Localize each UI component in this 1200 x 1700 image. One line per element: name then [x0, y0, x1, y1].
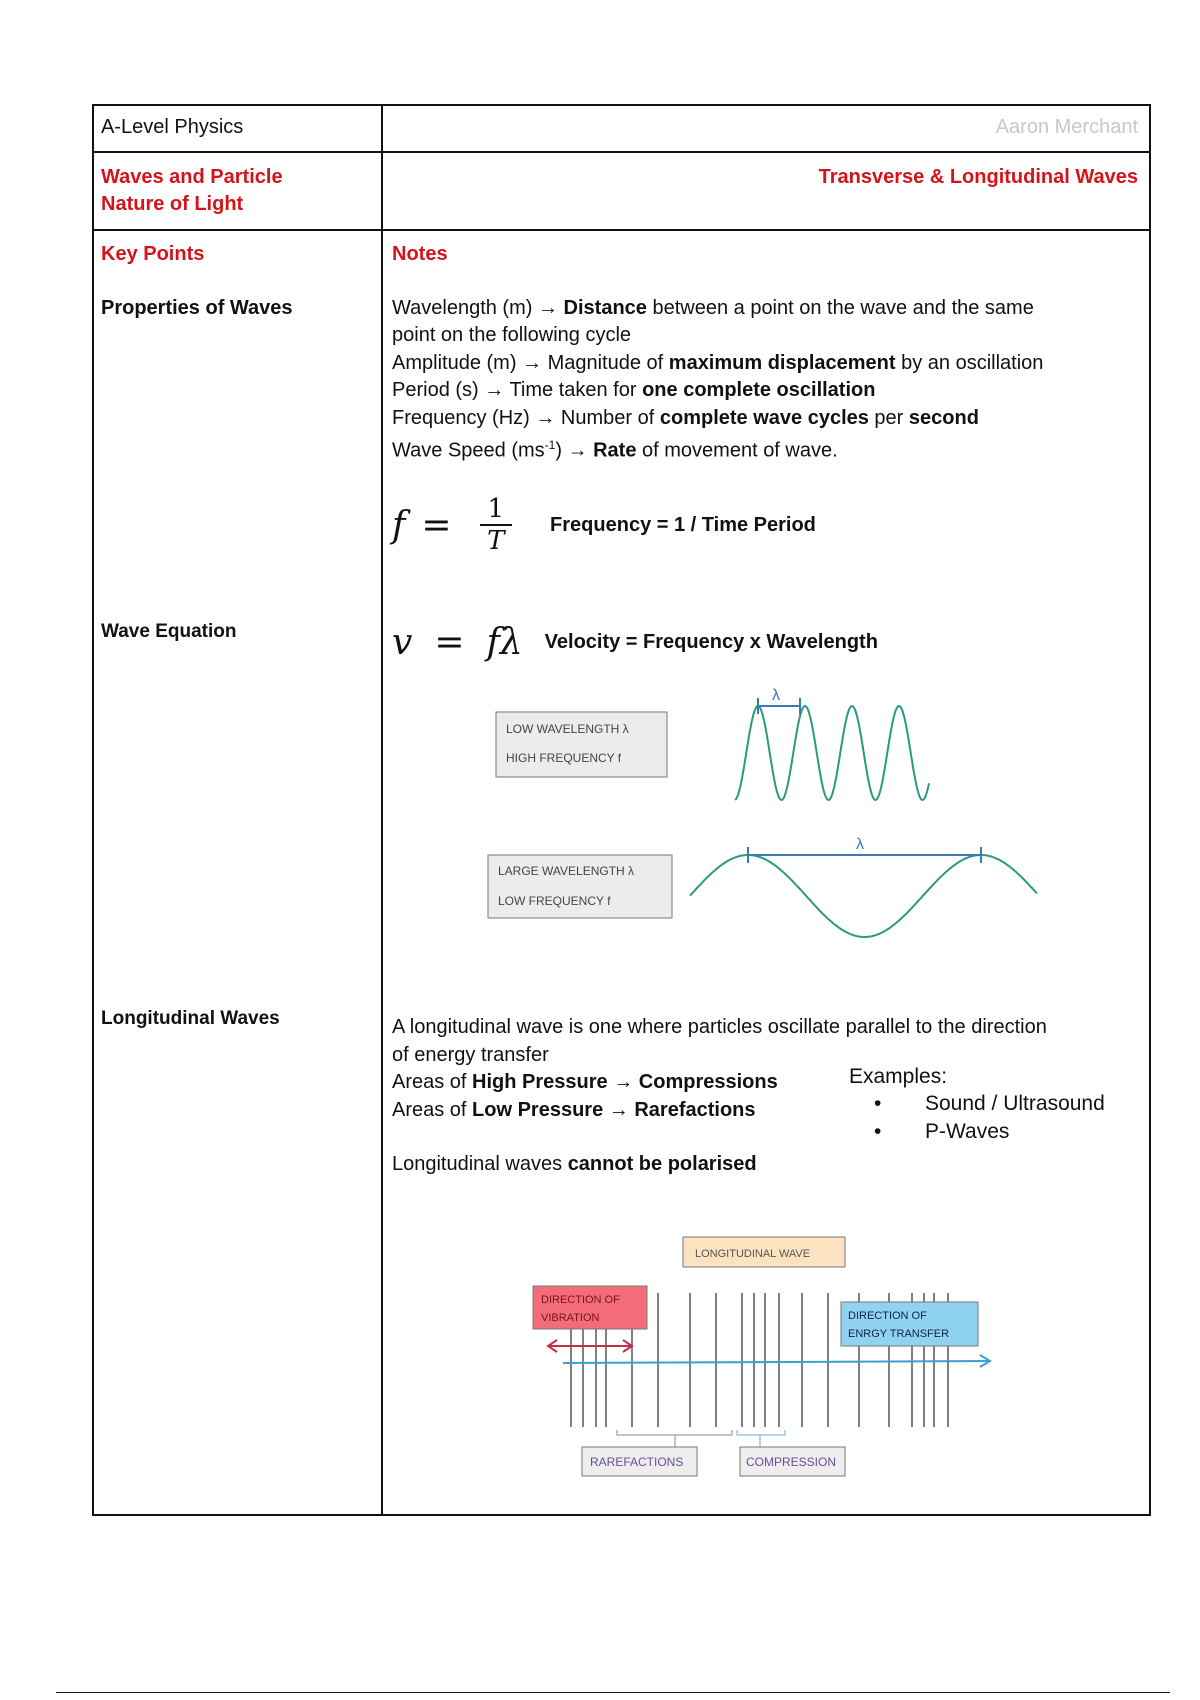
bullet: •	[874, 1120, 882, 1143]
vibration-text: VIBRATION	[541, 1312, 600, 1324]
title-box-text: LONGITUDINAL WAVE	[695, 1248, 811, 1260]
topic-title: Waves and Particle Nature of Light	[101, 166, 283, 215]
longitudinal-wave-diagram	[533, 1237, 990, 1476]
note-line: Areas of Low Pressure → Rarefactions	[392, 1099, 756, 1121]
note-line: A longitudinal wave is one where particles oscillate parallel to the direction	[392, 1016, 1047, 1038]
denominator: T	[487, 526, 505, 556]
subject-label: A-Level Physics	[101, 116, 244, 138]
note-line: Period (s) → Time taken for one complete oscillation	[392, 379, 876, 401]
box-text: LOW FREQUENCY f	[498, 894, 611, 908]
example-item: P-Waves	[925, 1120, 1010, 1143]
compression-label: COMPRESSION	[746, 1455, 837, 1469]
formula-rhs: fλ	[486, 621, 523, 663]
formula-lhs: f	[392, 504, 406, 546]
box-text: LARGE WAVELENGTH λ	[498, 864, 635, 878]
rarefaction-brace	[617, 1430, 732, 1447]
long-wavelength-wave	[690, 855, 1037, 937]
notes-header: Notes	[392, 243, 448, 265]
formula-eq: =	[421, 504, 452, 546]
energy-text: ENRGY TRANSFER	[848, 1328, 950, 1340]
longitudinal-heading: Longitudinal Waves	[101, 1008, 280, 1029]
formula-eq: =	[434, 621, 465, 663]
note-line: Frequency (Hz) → Number of complete wave cycles per second	[392, 407, 979, 429]
short-wavelength-wave	[735, 706, 929, 800]
compression-brace	[737, 1430, 785, 1447]
lambda-label: λ	[856, 836, 864, 853]
box-text: HIGH FREQUENCY f	[506, 751, 622, 765]
key-points-header: Key Points	[101, 243, 205, 265]
note-line: Areas of High Pressure → Compressions	[392, 1071, 778, 1093]
note-line: Longitudinal waves cannot be polarised	[392, 1153, 757, 1175]
note-line: Amplitude (m) → Magnitude of maximum displacement by an oscillation	[392, 352, 1044, 374]
note-line: of energy transfer	[392, 1044, 549, 1066]
vibration-text: DIRECTION OF	[541, 1294, 620, 1306]
example-item: Sound / Ultrasound	[925, 1092, 1105, 1115]
bullet: •	[874, 1092, 882, 1115]
note-line: Wavelength (m) → Distance between a point on the wave and the same	[392, 297, 1034, 319]
footer-rule	[56, 1692, 1170, 1693]
energy-text: DIRECTION OF	[848, 1310, 927, 1322]
lambda-label: λ	[772, 687, 780, 704]
examples-title: Examples:	[849, 1065, 948, 1088]
formula-caption: Velocity = Frequency x Wavelength	[544, 630, 878, 653]
wavelength-frequency-diagram	[488, 687, 1037, 937]
wave-equation-heading: Wave Equation	[101, 621, 237, 642]
subtopic-title: Transverse & Longitudinal Waves	[818, 166, 1138, 188]
box-text: LOW WAVELENGTH λ	[506, 722, 629, 736]
note-line: Wave Speed $(ms^{-1})$ → Rate of movement of wave.	[392, 438, 838, 462]
numerator: 1	[480, 494, 513, 526]
energy-arrow	[563, 1361, 990, 1363]
formula-lhs: v	[392, 621, 413, 663]
properties-heading: Properties of Waves	[101, 297, 293, 319]
note-line: point on the following cycle	[392, 324, 632, 346]
rarefactions-label: RAREFACTIONS	[590, 1455, 684, 1469]
formula-caption: Frequency = 1 / Time Period	[550, 513, 816, 536]
wavelength-marker	[748, 698, 981, 863]
author-label: Aaron Merchant	[995, 116, 1138, 138]
